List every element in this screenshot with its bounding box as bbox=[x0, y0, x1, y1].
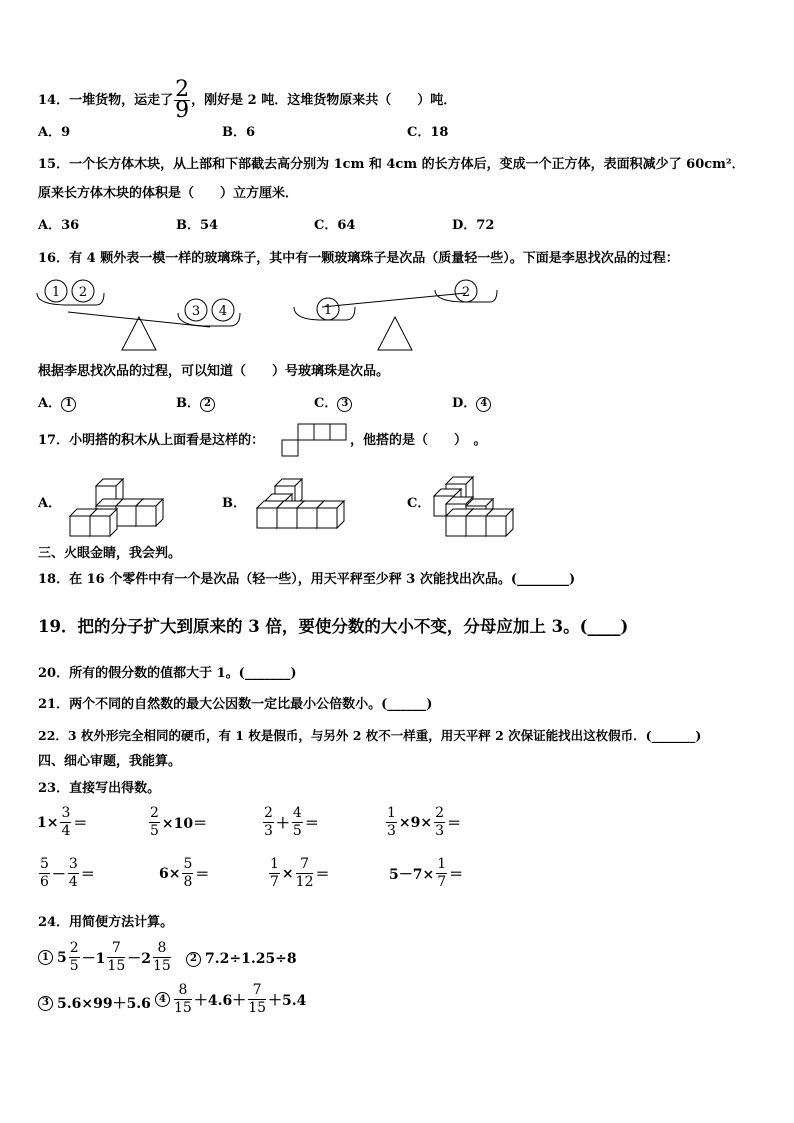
balance1-left-pan bbox=[37, 293, 104, 305]
q24-item-3 bbox=[38, 993, 152, 1013]
q19-text: 19．把的分子扩大到原来的 3 倍，要使分数的大小不变，分母应加上 3。(____) bbox=[38, 617, 629, 636]
denominator: 4 bbox=[68, 874, 78, 890]
fraction bbox=[292, 805, 303, 840]
expr-text: 5.6×99＋5.6 bbox=[57, 996, 151, 1012]
block-figure-c bbox=[432, 476, 532, 536]
fraction bbox=[174, 982, 192, 1017]
q23-expr bbox=[38, 856, 96, 891]
ball-label: 4 bbox=[218, 304, 228, 319]
fraction bbox=[68, 856, 79, 891]
numerator: 2 bbox=[264, 805, 273, 821]
fraction bbox=[436, 856, 447, 891]
q23-title: 23．直接写出得数。 bbox=[38, 781, 161, 796]
numerator: 8 bbox=[153, 940, 171, 958]
expr-text: ＝ bbox=[447, 815, 462, 832]
option-letter: C． bbox=[314, 396, 338, 411]
q23-expr bbox=[268, 856, 330, 891]
denominator: 7 bbox=[437, 874, 447, 890]
q14-text-pre: 一堆货物，运走了 bbox=[69, 92, 174, 108]
expr-text: ＝ bbox=[73, 815, 88, 832]
denominator: 12 bbox=[295, 874, 314, 890]
numerator: 1 bbox=[387, 805, 396, 821]
q16-option-c[interactable] bbox=[314, 396, 355, 412]
q14-text-post: ，刚好是 2 吨．这堆货物原来共（ ）吨． bbox=[191, 92, 457, 108]
top-view-figure bbox=[280, 422, 350, 458]
balance1-beam bbox=[68, 312, 210, 327]
denominator: 8 bbox=[183, 874, 193, 890]
numerator: 7 bbox=[248, 982, 266, 1000]
denominator: 15 bbox=[107, 958, 126, 974]
numerator: 2 bbox=[69, 940, 79, 956]
denominator: 7 bbox=[270, 874, 279, 890]
expr-text: ＝ bbox=[80, 866, 95, 883]
expr-text: ×9× bbox=[398, 814, 433, 831]
ball-label: 2 bbox=[461, 285, 471, 300]
fraction bbox=[263, 805, 274, 840]
q17-option-b[interactable]: B． bbox=[222, 496, 246, 511]
q15-option-b[interactable]: B．54 bbox=[176, 218, 219, 233]
q23-expr bbox=[148, 805, 208, 840]
block-figure-b bbox=[255, 478, 355, 538]
balance1-fulcrum bbox=[122, 317, 156, 350]
numerator: 2 bbox=[435, 805, 445, 821]
q14-number: 14． bbox=[38, 92, 70, 108]
expr-text: ＋5.4 bbox=[268, 992, 307, 1009]
circled-number: 4 bbox=[155, 992, 170, 1007]
q14-fraction-denominator: 9 bbox=[175, 98, 190, 123]
q22-text: 22．3 枚外形完全相同的硬币，有 1 枚是假币，与另外 2 枚不一样重，用天平秤 2 次保证能找出这枚假币．(_______) bbox=[38, 728, 702, 743]
circled-number: 2 bbox=[200, 397, 215, 412]
q15-option-a[interactable]: A．36 bbox=[38, 218, 80, 233]
q15-line1: 15．一个长方体木块，从上部和下部截去高分别为 1cm 和 4cm 的长方体后，变成一个正方体，表面积减少了 60cm²． bbox=[38, 157, 745, 172]
expr-text: × bbox=[281, 865, 294, 882]
expr-text: 1× bbox=[37, 814, 59, 831]
q24-item-2 bbox=[186, 951, 298, 967]
denominator: 4 bbox=[61, 823, 71, 839]
expr-text: 7.2÷1.25÷8 bbox=[205, 951, 297, 967]
option-letter: A． bbox=[38, 396, 62, 411]
option-letter: D． bbox=[452, 396, 477, 411]
denominator: 5 bbox=[150, 823, 159, 839]
expr-text: ×10＝ bbox=[161, 815, 208, 832]
expr-text: － bbox=[51, 866, 66, 883]
denominator: 5 bbox=[69, 958, 79, 974]
denominator: 6 bbox=[40, 874, 49, 890]
denominator: 15 bbox=[153, 958, 171, 974]
ball-label: 1 bbox=[323, 303, 333, 318]
fraction bbox=[296, 856, 314, 891]
q23-expr bbox=[388, 856, 464, 891]
fraction bbox=[434, 805, 445, 840]
numerator: 1 bbox=[437, 856, 447, 872]
numerator: 7 bbox=[107, 940, 125, 958]
fraction bbox=[60, 805, 71, 840]
q23-expr bbox=[262, 805, 320, 840]
denominator: 3 bbox=[264, 823, 273, 839]
denominator: 3 bbox=[387, 823, 396, 839]
balance2-fulcrum bbox=[378, 317, 412, 350]
circled-number: 2 bbox=[186, 952, 201, 967]
q16-option-d[interactable] bbox=[452, 396, 494, 412]
section4-heading: 四、细心审题，我能算。 bbox=[38, 754, 182, 769]
q24-title: 24．用简便方法计算。 bbox=[38, 915, 174, 930]
denominator: 15 bbox=[174, 1000, 192, 1016]
denominator: 5 bbox=[292, 823, 302, 839]
q15-line2: 原来长方体木块的体积是（ ）立方厘米． bbox=[38, 186, 299, 201]
q17-text-pre: 17．小明搭的积木从上面看是这样的： bbox=[38, 433, 265, 448]
fraction bbox=[153, 940, 171, 975]
q15-option-c[interactable]: C．64 bbox=[314, 218, 356, 233]
q16-question: 根据李思找次品的过程，可以知道（ ）号玻璃珠是次品。 bbox=[38, 364, 390, 379]
expr-text: 5－7× bbox=[389, 866, 435, 883]
q23-expr bbox=[158, 856, 210, 891]
q14-option-a[interactable]: A．9 bbox=[38, 125, 71, 140]
q16-text: 16．有 4 颗外表一模一样的玻璃珠子，其中有一颗玻璃珠子是次品（质量轻一些）。下面是李思找次品的过程： bbox=[38, 251, 679, 266]
q14-option-b[interactable]: B．6 bbox=[222, 125, 256, 140]
numerator: 3 bbox=[68, 856, 78, 872]
q14-fraction bbox=[174, 77, 190, 123]
numerator: 5 bbox=[40, 856, 49, 872]
expr-text: ＝ bbox=[195, 866, 210, 883]
q17-option-a[interactable]: A． bbox=[38, 496, 62, 511]
numerator: 3 bbox=[61, 805, 71, 821]
q14-fraction-numerator: 2 bbox=[175, 77, 190, 102]
q18-text: 18．在 16 个零件中有一个是次品（轻一些），用天平秤至少秤 3 次能找出次品。(________) bbox=[38, 572, 576, 587]
circled-number: 1 bbox=[61, 397, 76, 412]
ball-label: 2 bbox=[78, 285, 88, 300]
fraction bbox=[149, 805, 160, 840]
circled-number: 3 bbox=[38, 996, 53, 1011]
fraction bbox=[248, 982, 266, 1017]
option-letter: B． bbox=[176, 396, 200, 411]
q23-expr bbox=[36, 805, 88, 840]
q14-option-c[interactable]: C．18 bbox=[407, 125, 449, 140]
denominator: 3 bbox=[435, 823, 445, 839]
denominator: 15 bbox=[248, 1000, 267, 1016]
q15-option-d[interactable]: D．72 bbox=[452, 218, 495, 233]
circled-number: 1 bbox=[38, 950, 53, 965]
fraction bbox=[386, 805, 397, 840]
expr-text: 6× bbox=[159, 865, 181, 882]
expr-text: －2 bbox=[127, 950, 151, 967]
balance1-right-pan bbox=[178, 313, 240, 326]
q20-text: 20．所有的假分数的值都大于 1。(_______) bbox=[38, 666, 297, 681]
q24-item-4 bbox=[155, 982, 307, 1017]
expr-text: ＋4.6＋ bbox=[193, 992, 247, 1009]
q14-line bbox=[38, 77, 457, 123]
numerator: 5 bbox=[183, 856, 193, 872]
ball-label: 3 bbox=[191, 304, 201, 319]
ball-label: 1 bbox=[51, 285, 61, 300]
q24-item-1 bbox=[38, 940, 172, 975]
q16-option-a[interactable] bbox=[38, 396, 79, 412]
expr-text: ＝ bbox=[449, 866, 464, 883]
fraction bbox=[39, 856, 50, 891]
numerator: 1 bbox=[270, 856, 279, 872]
expr-text: －1 bbox=[81, 950, 106, 967]
q17-option-c[interactable]: C． bbox=[407, 496, 431, 511]
fraction bbox=[182, 856, 193, 891]
numerator: 4 bbox=[292, 805, 302, 821]
expr-text: ＋ bbox=[275, 815, 290, 832]
expr-text: ＝ bbox=[315, 866, 330, 883]
block-figure-a bbox=[68, 478, 168, 538]
fraction bbox=[69, 940, 80, 975]
q21-text: 21．两个不同的自然数的最大公因数一定比最小公倍数小。(______) bbox=[38, 697, 433, 712]
circled-number: 3 bbox=[337, 397, 352, 412]
numerator: 8 bbox=[174, 982, 192, 1000]
expr-text: ＝ bbox=[304, 815, 319, 832]
circled-number: 4 bbox=[476, 397, 491, 412]
q23-expr bbox=[385, 805, 462, 840]
expr-text: 5 bbox=[57, 949, 67, 966]
q17-text-post: ，他搭的是（ ） 。 bbox=[350, 433, 487, 448]
fraction bbox=[269, 856, 280, 891]
fraction bbox=[107, 940, 125, 975]
q16-option-b[interactable] bbox=[176, 396, 218, 412]
section3-heading: 三、火眼金睛，我会判。 bbox=[38, 546, 182, 561]
numerator: 2 bbox=[150, 805, 159, 821]
numerator: 7 bbox=[296, 856, 314, 874]
